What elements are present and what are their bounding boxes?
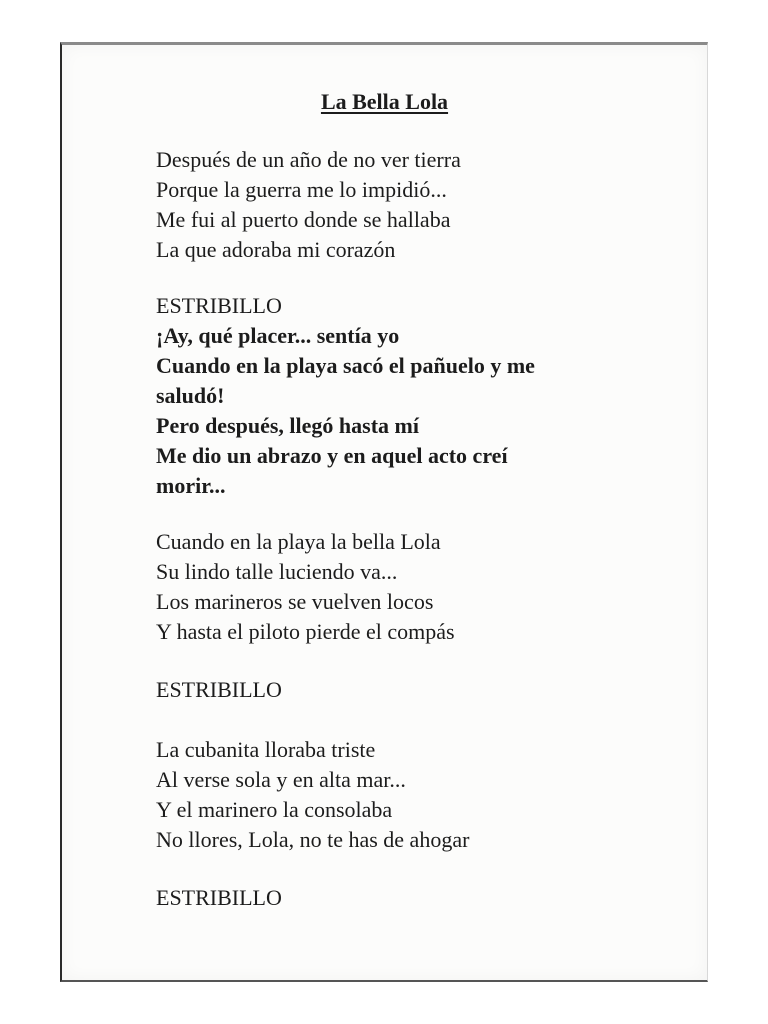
song-title: La Bella Lola <box>320 89 449 114</box>
chorus-label-3 <box>156 883 667 913</box>
verse-line: La que adoraba mi corazón <box>156 237 396 262</box>
verse-line: Al verse sola y en alta mar... <box>156 767 406 792</box>
chorus-label-1 <box>156 291 667 321</box>
verse-2 <box>156 527 667 647</box>
chorus-line: morir... <box>156 473 226 498</box>
chorus-line: ¡Ay, qué placer... sentía yo <box>156 323 400 348</box>
verse-line: Y el marinero la consolaba <box>156 797 393 822</box>
verse-line: La cubanita lloraba triste <box>156 737 376 762</box>
verse-line: Después de un año de no ver tierra <box>156 147 461 172</box>
verse-line: Los marineros se vuelven locos <box>156 589 434 614</box>
verse-line: Porque la guerra me lo impidió... <box>156 177 447 202</box>
chorus-line: Me dio un abrazo y en aquel acto creí <box>156 443 508 468</box>
chorus-label: ESTRIBILLO <box>156 293 282 318</box>
chorus-label: ESTRIBILLO <box>156 677 282 702</box>
chorus-line: Cuando en la playa sacó el pañuelo y me <box>156 353 535 378</box>
lyrics-sheet <box>60 42 708 982</box>
verse-line: Me fui al puerto donde se hallaba <box>156 207 451 232</box>
chorus-label-2 <box>156 675 667 705</box>
verse-1 <box>156 145 667 265</box>
chorus-line: Pero después, llegó hasta mí <box>156 413 419 438</box>
chorus-text <box>156 321 667 501</box>
chorus-line: saludó! <box>156 383 225 408</box>
verse-line: Su lindo talle luciendo va... <box>156 559 398 584</box>
chorus-label: ESTRIBILLO <box>156 885 282 910</box>
verse-line: No llores, Lola, no te has de ahogar <box>156 827 470 852</box>
verse-line: Y hasta el piloto pierde el compás <box>156 619 455 644</box>
verse-line: Cuando en la playa la bella Lola <box>156 529 441 554</box>
verse-3 <box>156 735 667 855</box>
